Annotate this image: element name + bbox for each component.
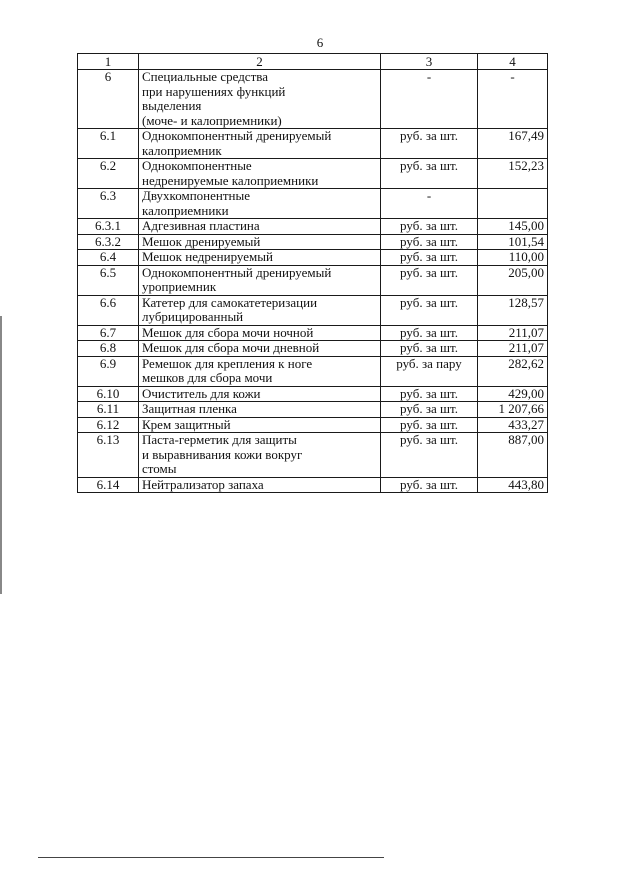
row-unit: руб. за шт. xyxy=(381,265,478,295)
header-row xyxy=(78,54,548,70)
row-unit: руб. за шт. xyxy=(381,295,478,325)
row-number: 6.12 xyxy=(78,417,139,433)
page-number: 6 xyxy=(316,35,324,50)
row-number: 6.4 xyxy=(78,250,139,266)
row-number: 6 xyxy=(78,70,139,129)
row-item-name: Нейтрализатор запаха xyxy=(139,477,381,493)
row-number: 6.11 xyxy=(78,402,139,418)
row-item-name: Однокомпонентные недренируемые калоприемники xyxy=(139,159,381,189)
row-item-name: Защитная пленка xyxy=(139,402,381,418)
row-item-name: Однокомпонентный дренируемый калоприемник xyxy=(139,129,381,159)
row-price: 145,00 xyxy=(478,219,548,235)
row-number: 6.14 xyxy=(78,477,139,493)
row-unit: - xyxy=(381,70,478,129)
row-item-name: Паста-герметик для защиты и выравнивания кожи вокруг стомы xyxy=(139,433,381,478)
row-unit: - xyxy=(381,189,478,219)
row-item-name: Ремешок для крепления к ноге мешков для сбора мочи xyxy=(139,356,381,386)
row-unit: руб. за шт. xyxy=(381,386,478,402)
table-row xyxy=(78,250,548,266)
table-row xyxy=(78,234,548,250)
row-item-name: Мешок недренируемый xyxy=(139,250,381,266)
row-price: 887,00 xyxy=(478,433,548,478)
row-price: 1 207,66 xyxy=(478,402,548,418)
table-row xyxy=(78,295,548,325)
row-price: - xyxy=(478,70,548,129)
table-row xyxy=(78,402,548,418)
table-row xyxy=(78,265,548,295)
table-row xyxy=(78,356,548,386)
row-unit: руб. за шт. xyxy=(381,477,478,493)
row-price: 128,57 xyxy=(478,295,548,325)
table-row xyxy=(78,433,548,478)
table-row xyxy=(78,325,548,341)
row-unit: руб. за шт. xyxy=(381,219,478,235)
row-item-name: Катетер для самокатетеризации лубрицированный xyxy=(139,295,381,325)
row-item-name: Адгезивная пластина xyxy=(139,219,381,235)
row-item-name: Мешок для сбора мочи дневной xyxy=(139,341,381,357)
row-price: 433,27 xyxy=(478,417,548,433)
table-header xyxy=(78,54,548,70)
row-unit: руб. за шт. xyxy=(381,234,478,250)
table-row xyxy=(78,417,548,433)
row-number: 6.3.1 xyxy=(78,219,139,235)
row-price: 110,00 xyxy=(478,250,548,266)
row-unit: руб. за шт. xyxy=(381,325,478,341)
header-col-1: 1 xyxy=(78,54,139,70)
row-unit: руб. за шт. xyxy=(381,159,478,189)
row-number: 6.9 xyxy=(78,356,139,386)
price-table xyxy=(77,53,548,493)
row-unit: руб. за пару xyxy=(381,356,478,386)
row-price: 443,80 xyxy=(478,477,548,493)
row-item-name: Двухкомпонентные калоприемники xyxy=(139,189,381,219)
table-row xyxy=(78,159,548,189)
row-number: 6.5 xyxy=(78,265,139,295)
header-col-2: 2 xyxy=(139,54,381,70)
row-item-name: Мешок дренируемый xyxy=(139,234,381,250)
table-row xyxy=(78,219,548,235)
row-number: 6.13 xyxy=(78,433,139,478)
table-row xyxy=(78,70,548,129)
table-row xyxy=(78,129,548,159)
row-number: 6.3 xyxy=(78,189,139,219)
row-unit: руб. за шт. xyxy=(381,433,478,478)
row-price xyxy=(478,189,548,219)
row-unit: руб. за шт. xyxy=(381,129,478,159)
row-price: 152,23 xyxy=(478,159,548,189)
footer-divider-line xyxy=(38,857,384,858)
row-item-name: Однокомпонентный дренируемый уроприемник xyxy=(139,265,381,295)
row-price: 101,54 xyxy=(478,234,548,250)
row-price: 205,00 xyxy=(478,265,548,295)
row-number: 6.3.2 xyxy=(78,234,139,250)
row-unit: руб. за шт. xyxy=(381,341,478,357)
table-row xyxy=(78,477,548,493)
row-number: 6.2 xyxy=(78,159,139,189)
row-item-name: Мешок для сбора мочи ночной xyxy=(139,325,381,341)
row-unit: руб. за шт. xyxy=(381,417,478,433)
header-col-4: 4 xyxy=(478,54,548,70)
row-price: 429,00 xyxy=(478,386,548,402)
table-row xyxy=(78,189,548,219)
table-row xyxy=(78,386,548,402)
row-price: 167,49 xyxy=(478,129,548,159)
row-number: 6.1 xyxy=(78,129,139,159)
row-number: 6.7 xyxy=(78,325,139,341)
header-col-3: 3 xyxy=(381,54,478,70)
row-number: 6.8 xyxy=(78,341,139,357)
row-unit: руб. за шт. xyxy=(381,250,478,266)
row-item-name: Крем защитный xyxy=(139,417,381,433)
table-body xyxy=(78,70,548,493)
table-row xyxy=(78,341,548,357)
row-item-name: Очиститель для кожи xyxy=(139,386,381,402)
row-item-name: Специальные средства при нарушениях функций выделения (моче- и калоприемники) xyxy=(139,70,381,129)
scan-edge-mark xyxy=(0,316,2,594)
row-price: 282,62 xyxy=(478,356,548,386)
row-price: 211,07 xyxy=(478,325,548,341)
row-number: 6.10 xyxy=(78,386,139,402)
row-unit: руб. за шт. xyxy=(381,402,478,418)
row-price: 211,07 xyxy=(478,341,548,357)
row-number: 6.6 xyxy=(78,295,139,325)
